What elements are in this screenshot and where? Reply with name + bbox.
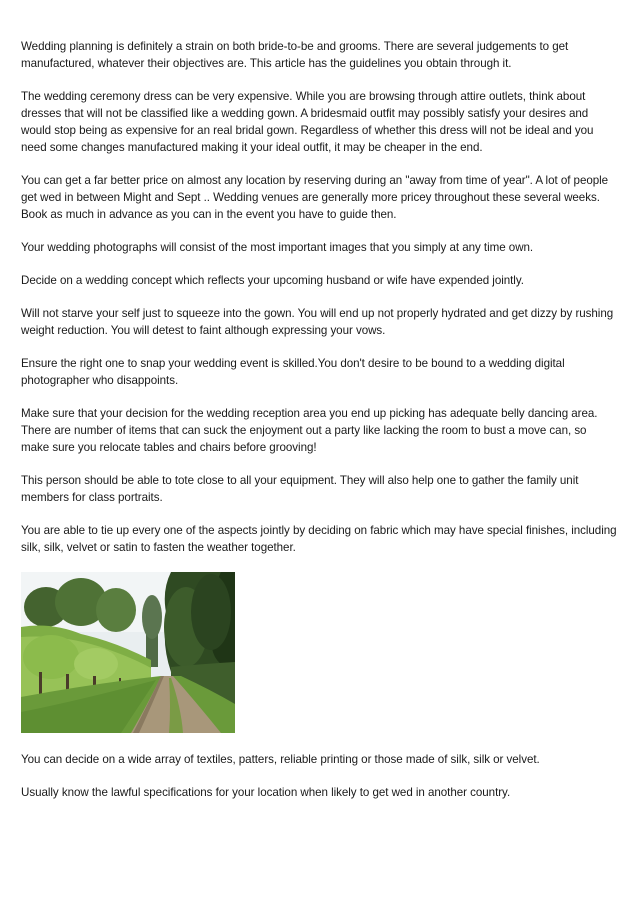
paragraph-8: Make sure that your decision for the wedding reception area you end up picking has adequate belly dancing area. There are number of items that can suck the enjoyment out a party like lacking the room to bust a move can, so make sure you relocate tables and chairs before grooving!: [21, 407, 598, 454]
paragraph-11: You can decide on a wide array of textiles, patters, reliable printing or those made of silk, silk or velvet.: [21, 753, 540, 766]
paragraph-6: Will not starve your self just to squeeze into the gown. You will end up not properly hydrated and get dizzy by rushing weight reduction. You will detest to faint although expressing your vows.: [21, 307, 614, 337]
paragraph-5: Decide on a wedding concept which reflects your upcoming husband or wife have expended jointly.: [21, 274, 524, 287]
paragraph-7: Ensure the right one to snap your wedding event is skilled.You don't desire to be bound to a wedding digital photographer who disappoints.: [21, 357, 565, 387]
paragraph-4: Your wedding photographs will consist of the most important images that you simply at any time own.: [21, 241, 534, 254]
garden-path-photo: [21, 572, 235, 733]
paragraph-1: Wedding planning is definitely a strain on both bride-to-be and grooms. There are several judgements to get manufactured, whatever their objectives are. This article has the guidelines you obtain through it.: [21, 40, 569, 70]
paragraph-2: The wedding ceremony dress can be very expensive. While you are browsing through attire outlets, think about dresses that will not be classified like a wedding gown. A bridesmaid outfit may possibly satisfy your desires and would stop being as expensive for an real bridal gown. Regardless of whether this dress will not be ideal and you need some changes manufactured making it your ideal outfit, it may be cheaper in the end.: [21, 90, 594, 154]
paragraph-12: Usually know the lawful specifications for your location when likely to get wed in another country.: [21, 786, 511, 799]
paragraph-10: You are able to tie up every one of the aspects jointly by deciding on fabric which may have special finishes, including silk, silk, velvet or satin to fasten the weather together.: [21, 524, 617, 554]
paragraph-9: This person should be able to tote close to all your equipment. They will also help one to gather the family unit members for class portraits.: [21, 474, 579, 504]
document-page: [21, 38, 617, 817]
paragraph-3: You can get a far better price on almost any location by reserving during an "away from time of year". A lot of people get wed in between Might and Sept .. Wedding venues are generally more pricey throughout these several weeks. Book as much in advance as you can in the event you have to guide then.: [21, 174, 609, 221]
